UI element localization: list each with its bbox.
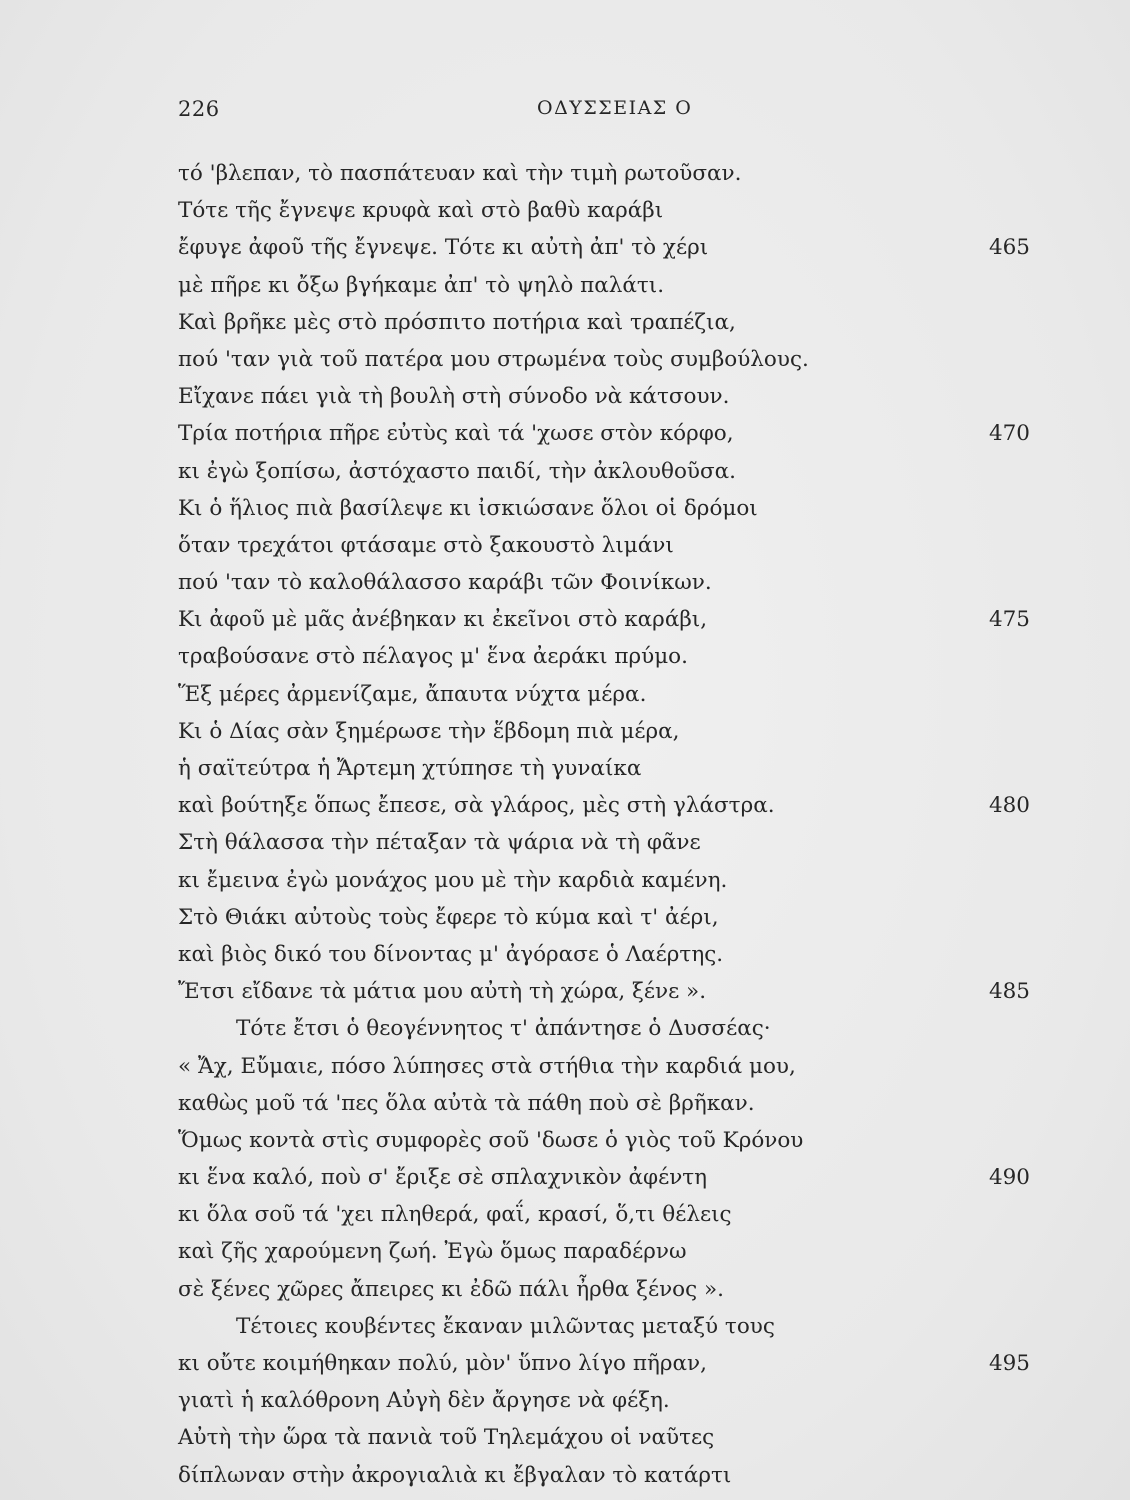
verse-line: [178, 1162, 1038, 1199]
verse-text: ὅταν τρεχάτοι φτάσαμε στὸ ξακουστὸ λιμάνι: [178, 532, 674, 558]
verse-text: Ἔτσι εἴδανε τὰ μάτια μου αὐτὴ τὴ χώρα, ξένε ».: [178, 979, 707, 1005]
verse-line: [178, 1422, 1038, 1459]
verse-text: « Ἄχ, Εὔμαιε, πόσο λύπησες στὰ στήθια τὴν καρδιά μου,: [178, 1053, 796, 1079]
verse-line: [178, 1088, 1038, 1125]
verse-line: [178, 604, 1038, 641]
verse-line: [178, 381, 1038, 418]
verse-line: [178, 1348, 1038, 1385]
verse-text: καθὼς μοῦ τά 'πες ὅλα αὐτὰ τὰ πάθη ποὺ σὲ βρῆκαν.: [178, 1090, 755, 1116]
verse-text: καὶ βιὸς δικό του δίνοντας μ' ἀγόρασε ὁ Λαέρτης.: [178, 941, 724, 967]
verse-line: [178, 939, 1038, 976]
verse-text: Εἴχανε πάει γιὰ τὴ βουλὴ στὴ σύνοδο νὰ κάτσουν.: [178, 384, 730, 410]
verse-line: [178, 1013, 1038, 1050]
verse-text: ἡ σαϊτεύτρα ἡ Ἄρτεμη χτύπησε τὴ γυναίκα: [178, 756, 642, 781]
verse-line: [178, 976, 1038, 1013]
verse-text: Καὶ βρῆκε μὲς στὸ πρόσπιτο ποτήρια καὶ τραπέζια,: [178, 309, 736, 335]
verse-text: κι οὔτε κοιμήθηκαν πολύ, μὸν' ὕπνο λίγο πῆραν,: [178, 1351, 707, 1376]
verse-line: [178, 270, 1038, 307]
line-number: 475: [988, 607, 1030, 633]
verse-text: Τότε τῆς ἔγνεψε κρυφὰ καὶ στὸ βαθὺ καράβι: [178, 198, 664, 224]
verse-line: [178, 493, 1038, 530]
verse-line: [178, 1236, 1038, 1273]
line-number: 470: [988, 421, 1030, 447]
verse-line: [178, 1460, 1038, 1497]
verse-text: σὲ ξένες χῶρες ἄπειρες κι ἐδῶ πάλι ἦρθα ξένος ».: [178, 1276, 724, 1302]
verse-text: μὲ πῆρε κι ὄξω βγήκαμε ἀπ' τὸ ψηλὸ παλάτι.: [178, 272, 665, 298]
verse-text: Στὴ θάλασσα τὴν πέταξαν τὰ ψάρια νὰ τὴ φᾶνε: [178, 830, 701, 856]
verse-text: κι ἔμεινα ἐγὼ μονάχος μου μὲ τὴν καρδιὰ καμένη.: [178, 867, 728, 893]
verse-line: [178, 456, 1038, 493]
verse-line: [178, 679, 1038, 716]
verse-text: δίπλωναν στὴν ἀκρογιαλιὰ κι ἔβγαλαν τὸ κατάρτι: [178, 1462, 732, 1488]
running-head: ΟΔΥΣΣΕΙΑΣ Ο: [537, 97, 693, 119]
verse-line: [178, 530, 1038, 567]
verse-line: [178, 902, 1038, 939]
line-number: 490: [988, 1165, 1030, 1191]
verse-text: Τέτοιες κουβέντες ἔκαναν μιλῶντας μεταξύ τους: [236, 1313, 775, 1339]
verse-text: Τότε ἔτσι ὁ θεογέννητος τ' ἀπάντησε ὁ Δυσσέας·: [236, 1016, 771, 1042]
verse-line: [178, 418, 1038, 455]
line-number: 495: [988, 1351, 1030, 1376]
verse-text: γιατὶ ἡ καλόθρονη Αὐγὴ δὲν ἄργησε νὰ φέξη.: [178, 1388, 670, 1414]
verse-line: [178, 1125, 1038, 1162]
page-header: [0, 97, 1130, 127]
verse-line: [178, 1311, 1038, 1348]
verse-line: [178, 1274, 1038, 1311]
verse-text: κι ἕνα καλό, ποὺ σ' ἔριξε σὲ σπλαχνικὸν ἀφέντη: [178, 1165, 708, 1191]
verse-text: κι ἐγὼ ξοπίσω, ἀστόχαστο παιδί, τὴν ἀκλουθοῦσα.: [178, 458, 736, 484]
verse-line: [178, 753, 1038, 790]
verse-text: Τρία ποτήρια πῆρε εὐτὺς καὶ τά 'χωσε στὸν κόρφο,: [178, 421, 734, 447]
verse-text: Κι ἀφοῦ μὲ μᾶς ἀνέβηκαν κι ἐκεῖνοι στὸ καράβι,: [178, 607, 708, 633]
verse-line: [178, 1199, 1038, 1236]
line-number: 480: [988, 793, 1030, 819]
verse-line: [178, 641, 1038, 678]
verse-line: [178, 1051, 1038, 1088]
line-number: 485: [988, 979, 1030, 1005]
verse-line: [178, 865, 1038, 902]
verse-line: [178, 232, 1038, 269]
page-number: 226: [178, 97, 220, 121]
verse-text: πού 'ταν γιὰ τοῦ πατέρα μου στρωμένα τοὺς συμβούλους.: [178, 346, 809, 372]
verse-text: πού 'ταν τὸ καλοθάλασσο καράβι τῶν Φοινίκων.: [178, 570, 712, 596]
verse-line: [178, 158, 1038, 195]
verse-line: [178, 195, 1038, 232]
verse-line: [178, 344, 1038, 381]
verse-text: Αὐτὴ τὴν ὥρα τὰ πανιὰ τοῦ Τηλεμάχου οἱ ναῦτες: [178, 1425, 715, 1451]
verse-text: Κι ὁ Δίας σὰν ξημέρωσε τὴν ἕβδομη πιὰ μέρα,: [178, 718, 680, 744]
verse-text: τό 'βλεπαν, τὸ πασπάτευαν καὶ τὴν τιμὴ ρωτοῦσαν.: [178, 161, 742, 186]
verse-line: [178, 790, 1038, 827]
verse-text: καὶ βούτηξε ὅπως ἔπεσε, σὰ γλάρος, μὲς στὴ γλάστρα.: [178, 793, 775, 819]
verse-line: [178, 567, 1038, 604]
verse-text: Κι ὁ ἥλιος πιὰ βασίλεψε κι ἰσκιώσανε ὅλοι οἱ δρόμοι: [178, 495, 758, 521]
verse-text: ἔφυγε ἀφοῦ τῆς ἔγνεψε. Τότε κι αὐτὴ ἀπ' τὸ χέρι: [178, 235, 709, 261]
verse-line: [178, 307, 1038, 344]
verse-text: Ὅμως κοντὰ στὶς συμφορὲς σοῦ 'δωσε ὁ γιὸς τοῦ Κρόνου: [178, 1127, 804, 1153]
verse-line: [178, 716, 1038, 753]
verse-text: τραβούσανε στὸ πέλαγος μ' ἕνα ἀεράκι πρύμο.: [178, 644, 688, 670]
verse-block: [178, 158, 1038, 1497]
verse-text: κι ὅλα σοῦ τά 'χει πληθερά, φαΐ, κρασί, ὅ,τι θέλεις: [178, 1202, 732, 1228]
verse-line: [178, 827, 1038, 864]
verse-text: καὶ ζῆς χαρούμενη ζωή. Ἐγὼ ὅμως παραδέρνω: [178, 1239, 687, 1265]
line-number: 465: [988, 235, 1030, 261]
verse-text: Ἕξ μέρες ἀρμενίζαμε, ἄπαυτα νύχτα μέρα.: [178, 681, 647, 707]
verse-line: [178, 1385, 1038, 1422]
verse-text: Στὸ Θιάκι αὐτοὺς τοὺς ἔφερε τὸ κύμα καὶ τ' ἀέρι,: [178, 904, 719, 930]
